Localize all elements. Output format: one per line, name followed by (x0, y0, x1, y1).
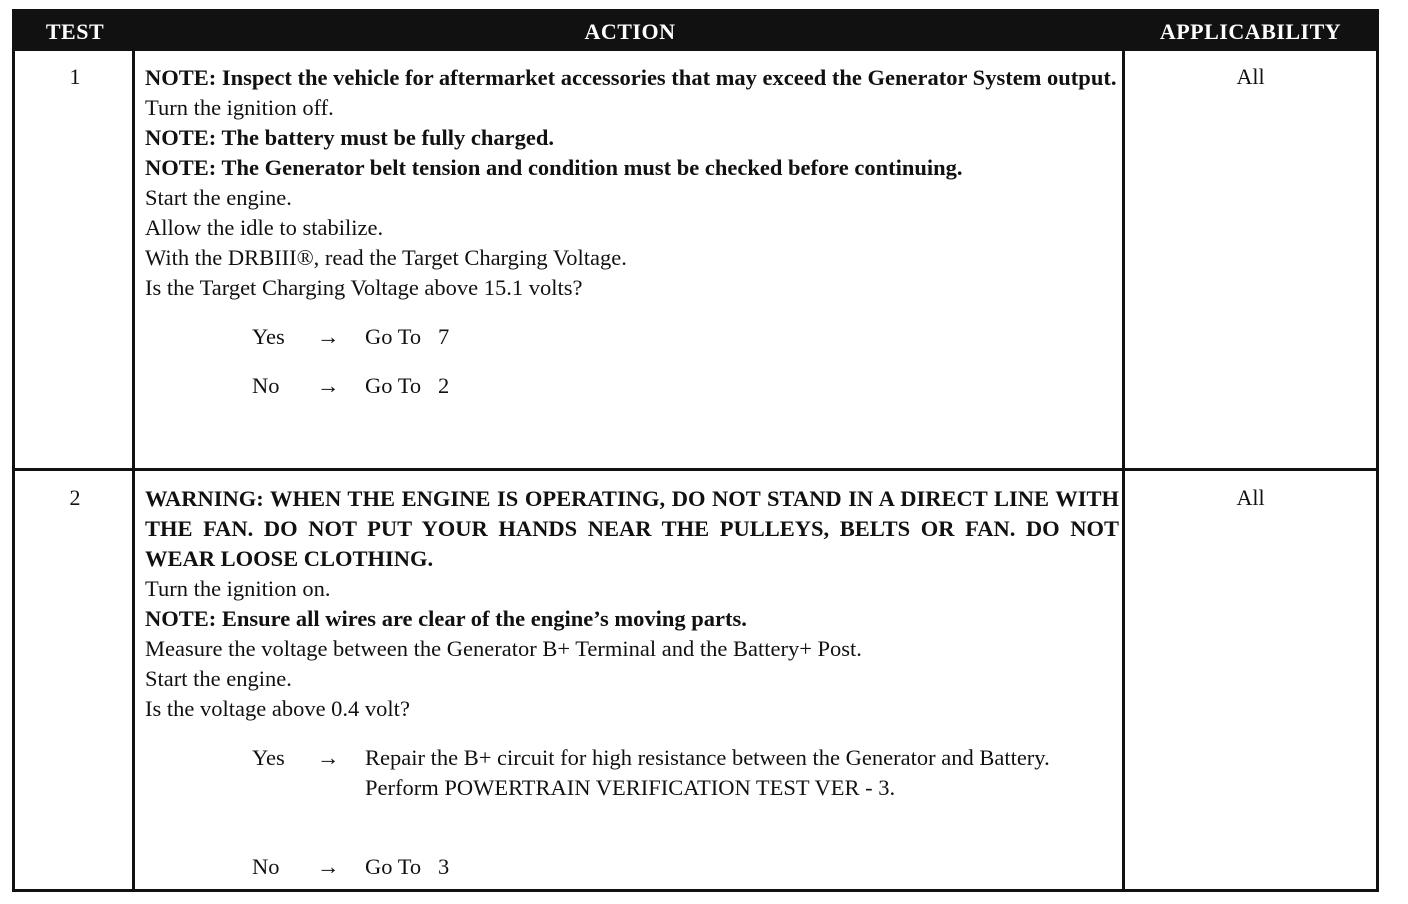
arrow-icon: → (317, 745, 340, 770)
arrow-icon: → (317, 324, 340, 349)
question-text: Is the Target Charging Voltage above 15.1 volts? (145, 275, 583, 300)
answer-label: No (252, 854, 280, 879)
answer-no (145, 371, 1119, 401)
diagnostic-table (12, 9, 1379, 892)
verification-text: Perform POWERTRAIN VERIFICATION TEST VER - 3. (365, 775, 896, 800)
answer-yes (145, 743, 1119, 833)
question-text: Is the voltage above 0.4 volt? (145, 696, 410, 721)
arrow-icon: → (317, 854, 340, 879)
action-cell (145, 63, 1119, 401)
step-text: Measure the voltage between the Generator B+ Terminal and the Battery+ Post. (145, 636, 862, 661)
header-applicability: APPLICABILITY (1159, 19, 1342, 44)
test-number: 2 (69, 485, 81, 510)
goto-text: Go To 2 (365, 373, 450, 398)
goto-text: Go To 7 (365, 324, 450, 349)
step-text: With the DRBIII®, read the Target Charging Voltage. (145, 245, 627, 270)
header-test: TEST (45, 19, 105, 44)
step-text: Allow the idle to stabilize. (145, 215, 384, 240)
answer-yes (145, 322, 1119, 352)
answer-no (145, 852, 1119, 882)
step-text: Turn the ignition on. (145, 576, 331, 601)
step-text: Start the engine. (145, 666, 292, 691)
step-text: Turn the ignition off. (145, 95, 334, 120)
note-text: NOTE: The battery must be fully charged. (145, 125, 554, 150)
note-text: NOTE: Inspect the vehicle for aftermarket accessories that may exceed the Generator System output. (145, 65, 1117, 90)
warning-text: WARNING: WHEN THE ENGINE IS OPERATING, DO NOT STAND IN A DIRECT LINE WITH THE FAN. DO NOT PUT YOUR HANDS NEAR THE PULLEYS, BELTS OR FAN. DO NOT WEAR LOOSE CLOTHING. (145, 486, 1119, 571)
note-text: NOTE: Ensure all wires are clear of the engine’s moving parts. (145, 606, 747, 631)
applicability-value: All (1236, 64, 1265, 89)
answer-instructions (365, 743, 1117, 803)
table-header (15, 12, 1376, 51)
arrow-icon: → (317, 373, 340, 398)
answer-label: No (252, 373, 280, 398)
row-divider (15, 468, 1376, 471)
step-text: Start the engine. (145, 185, 292, 210)
test-number: 1 (69, 64, 81, 89)
repair-text: Repair the B+ circuit for high resistance between the Generator and Battery. (365, 745, 1050, 770)
answer-label: Yes (252, 745, 285, 770)
applicability-value: All (1236, 485, 1265, 510)
answer-label: Yes (252, 324, 285, 349)
header-action: ACTION (584, 19, 676, 44)
goto-text: Go To 3 (365, 854, 450, 879)
action-cell (145, 484, 1119, 882)
note-text: NOTE: The Generator belt tension and condition must be checked before continuing. (145, 155, 963, 180)
